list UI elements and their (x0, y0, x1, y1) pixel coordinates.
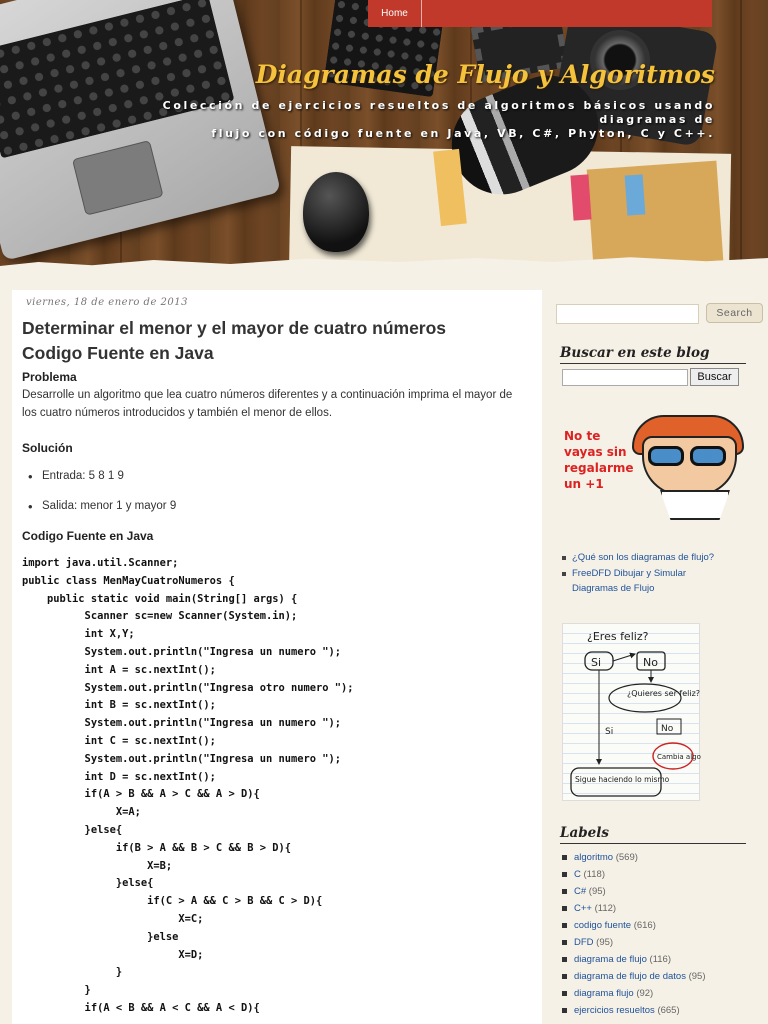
label-count: (95) (588, 886, 606, 897)
label-name[interactable]: diagrama flujo (574, 988, 634, 999)
flow-keep: Sigue haciendo lo mismo (575, 775, 670, 784)
top-search-button[interactable]: Search (706, 303, 763, 323)
top-search-input[interactable] (556, 304, 699, 324)
post-title-line[interactable]: Codigo Fuente en Java (22, 343, 214, 363)
flow-no2: No (661, 724, 674, 734)
label-name[interactable]: C++ (574, 903, 592, 914)
label-count: (92) (636, 988, 654, 999)
label-item[interactable] (562, 951, 752, 968)
label-item[interactable] (562, 900, 752, 917)
problem-heading: Problema (22, 370, 77, 384)
label-name[interactable]: codigo fuente (574, 920, 632, 931)
folder-image (587, 161, 724, 270)
bookmark-tab-blue (625, 174, 646, 215)
left-gutter (0, 290, 12, 1024)
blog-search-input[interactable] (562, 369, 688, 386)
code-heading: Codigo Fuente en Java (22, 529, 154, 543)
label-name[interactable]: ejercicios resueltos (574, 1005, 655, 1016)
labels-list (562, 849, 752, 1019)
solution-output-bullet: • Salida: menor 1 y mayor 9 (42, 500, 176, 512)
flowchart-drawing (563, 624, 701, 802)
sidebar (542, 290, 768, 1024)
happy-flowchart-image[interactable] (562, 623, 700, 801)
flow-question: ¿Eres feliz? (587, 630, 649, 643)
flow-no: No (643, 656, 658, 669)
mouse-image (303, 172, 369, 252)
label-item[interactable] (562, 1002, 752, 1019)
promo-text: No te vayas sin regalarme un +1 (564, 429, 634, 491)
flow-yes: Si (591, 656, 602, 669)
label-name[interactable]: algoritmo (574, 852, 614, 863)
label-name[interactable]: DFD (574, 937, 594, 948)
promo-image[interactable] (562, 410, 748, 525)
top-nav-bar (368, 0, 712, 27)
label-name[interactable]: diagrama de flujo (574, 954, 647, 965)
laptop-touchpad (72, 140, 164, 216)
label-item[interactable] (562, 866, 752, 883)
featured-links (562, 550, 752, 597)
search-heading: Buscar en este blog (560, 345, 746, 364)
post-title[interactable] (22, 316, 522, 366)
flow-change: Cambia algo (657, 753, 701, 761)
bookmark-tab-pink (570, 174, 591, 220)
label-count: (95) (596, 937, 614, 948)
post-area (12, 290, 542, 1024)
label-count: (112) (594, 903, 617, 914)
labels-heading: Labels (560, 825, 746, 844)
blog-search-button[interactable]: Buscar (690, 368, 739, 386)
label-count: (616) (633, 920, 656, 931)
solution-heading: Solución (22, 441, 73, 455)
dexter-face (642, 436, 737, 496)
java-code-block: import java.util.Scanner; public class MenMayCuatroNumeros { public static void main(String[] args) { Scanner sc=new Scanner(System.in); int X,Y; System.out.println("Ingresa un numero "); int A = sc.nextInt(); System.out.println("Ingresa otro numero "); int B = sc.nextInt(); System.out.println("Ingresa un numero "); int C = sc.nextInt(); System.out.println("Ingresa un numero "); int D = sc.nextInt(); if(A > B && A > C && A > D){ X=A; }else{ if(B > A && B > C && B > D){ X=B; }else{ if(C > A && C > B && C > D){ X=C; }else X=D; } } if(A < B && A < C && A < D){ (22, 557, 354, 1014)
blog-description (80, 99, 715, 141)
label-count: (95) (688, 971, 706, 982)
dexter-coat (660, 490, 730, 520)
dexter-glasses-left (648, 446, 684, 466)
dexter-glasses-right (690, 446, 726, 466)
blog-title[interactable]: Diagramas de Flujo y Algoritmos (255, 60, 715, 89)
solution-input-bullet: • Entrada: 5 8 1 9 (42, 470, 124, 482)
label-name[interactable]: C (574, 869, 581, 880)
nav-home-link[interactable]: Home (368, 0, 422, 27)
flow-yes2: Si (605, 727, 614, 737)
label-name[interactable]: C# (574, 886, 587, 897)
label-count: (569) (615, 852, 638, 863)
blog-description-line: Colección de ejercicios resueltos de algoritmos básicos usando diagramas de (162, 99, 715, 126)
blog-description-line: flujo con código fuente en Java, VB, C#, Phyton, C y C++. (211, 127, 715, 140)
label-name[interactable]: diagrama de flujo de datos (574, 971, 686, 982)
label-item[interactable] (562, 849, 752, 866)
label-count: (665) (657, 1005, 680, 1016)
flow-question2: ¿Quieres ser feliz? (627, 689, 701, 698)
label-count: (118) (583, 869, 605, 880)
wood-grain (740, 0, 742, 290)
link-freedfd[interactable]: FreeDFD Dibujar y Simular Diagramas de Flujo (562, 566, 712, 597)
label-count: (116) (649, 954, 672, 965)
problem-text: Desarrolle un algoritmo que lea cuatro números diferentes y a continuación imprima el mayor de los cuatro números introducidos y también el menor de ellos. (22, 389, 513, 419)
header-banner (0, 0, 768, 290)
label-item[interactable] (562, 934, 752, 951)
label-item[interactable] (562, 968, 752, 985)
post-date: viernes, 18 de enero de 2013 (26, 297, 188, 308)
link-que-son-diagramas[interactable]: ¿Qué son los diagramas de flujo? (562, 550, 752, 566)
label-item[interactable] (562, 883, 752, 900)
label-item[interactable] (562, 917, 752, 934)
label-item[interactable] (562, 985, 752, 1002)
post-title-line[interactable]: Determinar el menor y el mayor de cuatro números (22, 318, 447, 338)
